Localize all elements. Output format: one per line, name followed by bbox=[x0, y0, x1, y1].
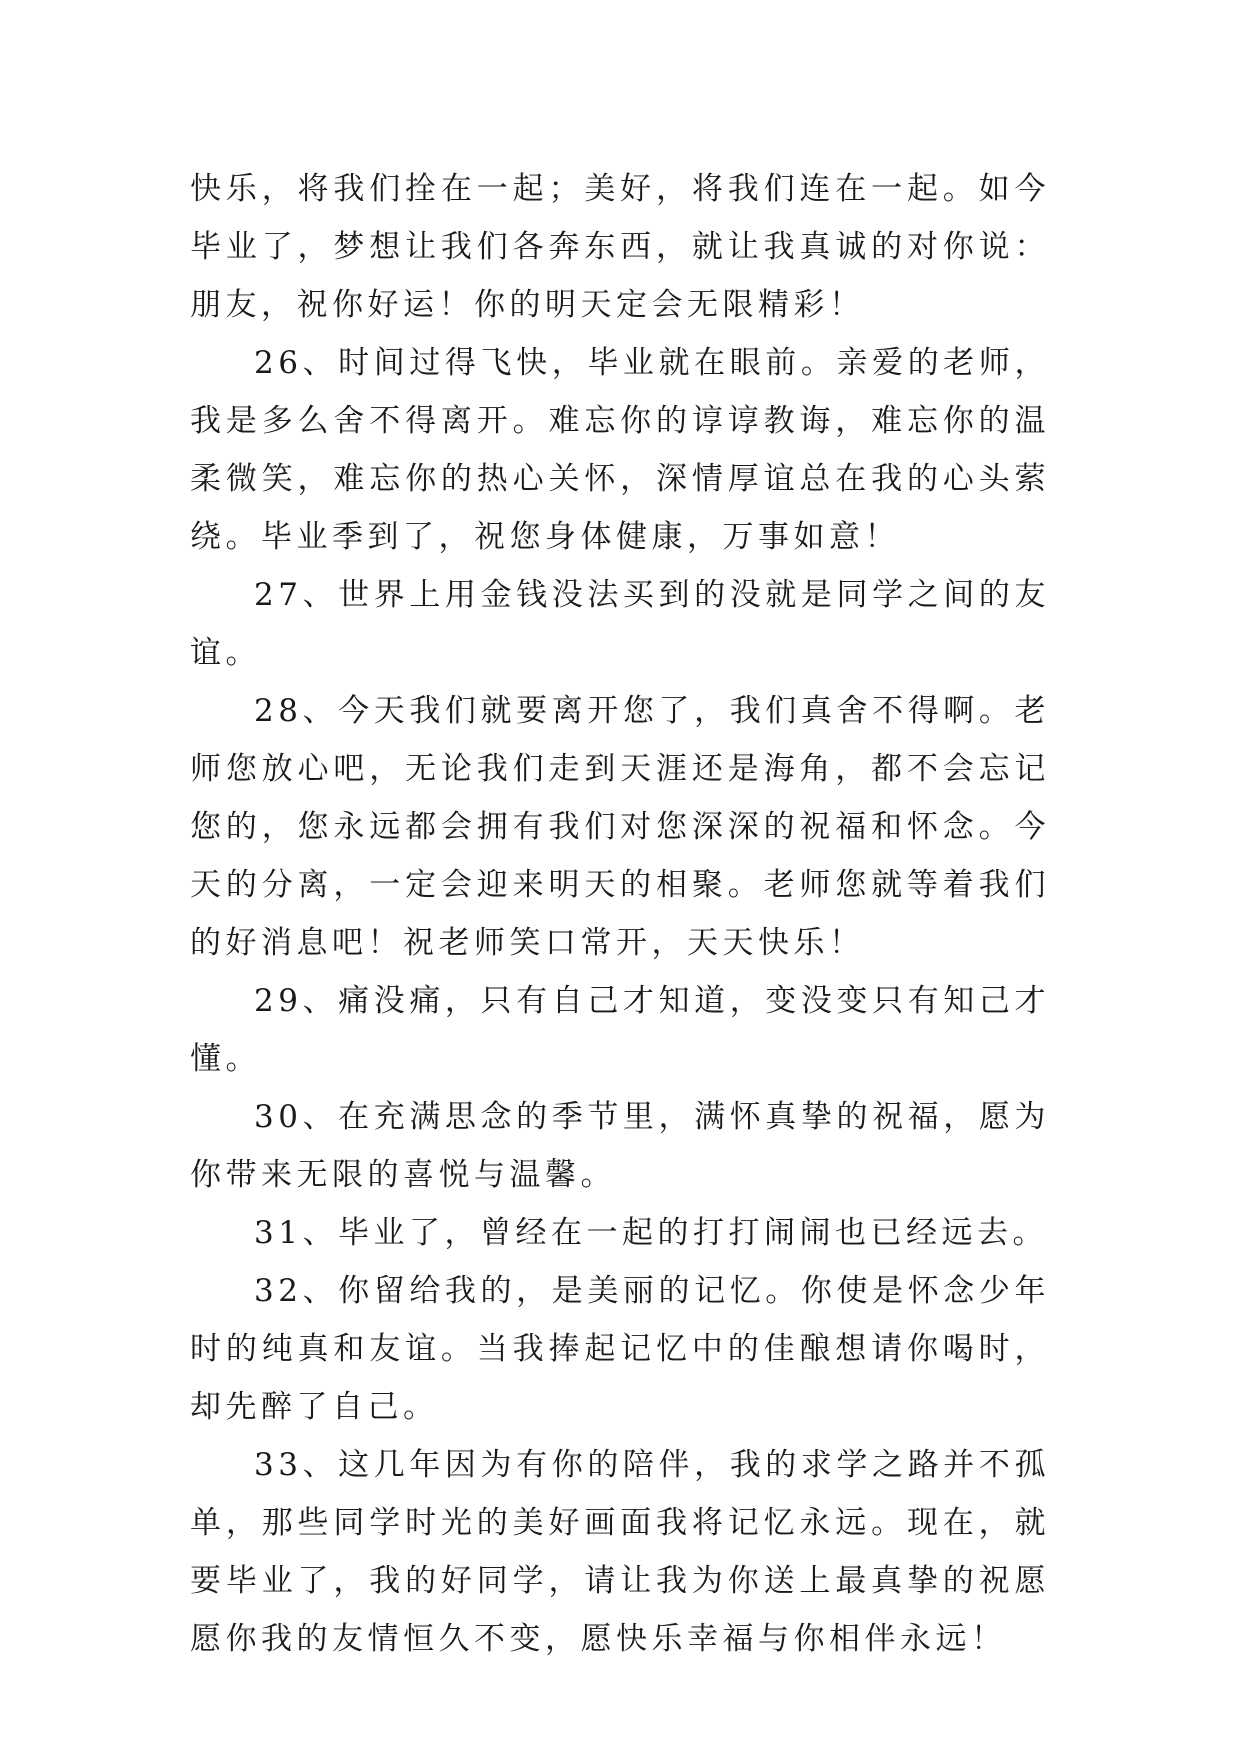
paragraph-item-26 bbox=[190, 334, 1050, 566]
paragraph-text: 26、时间过得飞快，毕业就在眼前。亲爱的老师，我是多么舍不得离开。难忘你的谆谆教诲，难忘你的温柔微笑，难忘你的热心关怀，深情厚谊总在我的心头萦绕。毕业季到了，祝您身体健康，万事如意！ bbox=[190, 345, 1050, 555]
paragraph-text: 30、在充满思念的季节里，满怀真挚的祝福，愿为你带来无限的喜悦与温馨。 bbox=[190, 1099, 1050, 1193]
paragraph-item-32 bbox=[190, 1262, 1050, 1436]
paragraph-text: 33、这几年因为有你的陪伴，我的求学之路并不孤单，那些同学时光的美好画面我将记忆永远。现在，就要毕业了，我的好同学，请让我为你送上最真挚的祝愿愿你我的友情恒久不变，愿快乐幸福与你相伴永远！ bbox=[190, 1447, 1050, 1657]
paragraph-item-27 bbox=[190, 566, 1050, 682]
paragraph-item-29 bbox=[190, 972, 1050, 1088]
paragraph-item-33 bbox=[190, 1436, 1050, 1668]
paragraph-text: 31、毕业了，曾经在一起的打打闹闹也已经远去。 bbox=[254, 1215, 1048, 1251]
paragraph-text: 29、痛没痛，只有自己才知道，变没变只有知己才懂。 bbox=[190, 983, 1050, 1077]
paragraph-continued bbox=[190, 160, 1050, 334]
paragraph-item-28 bbox=[190, 682, 1050, 972]
paragraph-item-31 bbox=[190, 1204, 1050, 1262]
paragraph-item-30 bbox=[190, 1088, 1050, 1204]
document-body bbox=[190, 160, 1050, 1668]
paragraph-text: 27、世界上用金钱没法买到的没就是同学之间的友谊。 bbox=[190, 577, 1050, 671]
paragraph-text: 28、今天我们就要离开您了，我们真舍不得啊。老师您放心吧，无论我们走到天涯还是海角，都不会忘记您的，您永远都会拥有我们对您深深的祝福和怀念。今天的分离，一定会迎来明天的相聚。老师您就等着我们的好消息吧！祝老师笑口常开，天天快乐！ bbox=[190, 693, 1050, 961]
paragraph-text: 快乐，将我们拴在一起；美好，将我们连在一起。如今毕业了，梦想让我们各奔东西，就让我真诚的对你说：朋友，祝你好运！你的明天定会无限精彩！ bbox=[190, 171, 1050, 323]
paragraph-text: 32、你留给我的，是美丽的记忆。你使是怀念少年时的纯真和友谊。当我捧起记忆中的佳酿想请你喝时，却先醉了自己。 bbox=[190, 1273, 1050, 1425]
